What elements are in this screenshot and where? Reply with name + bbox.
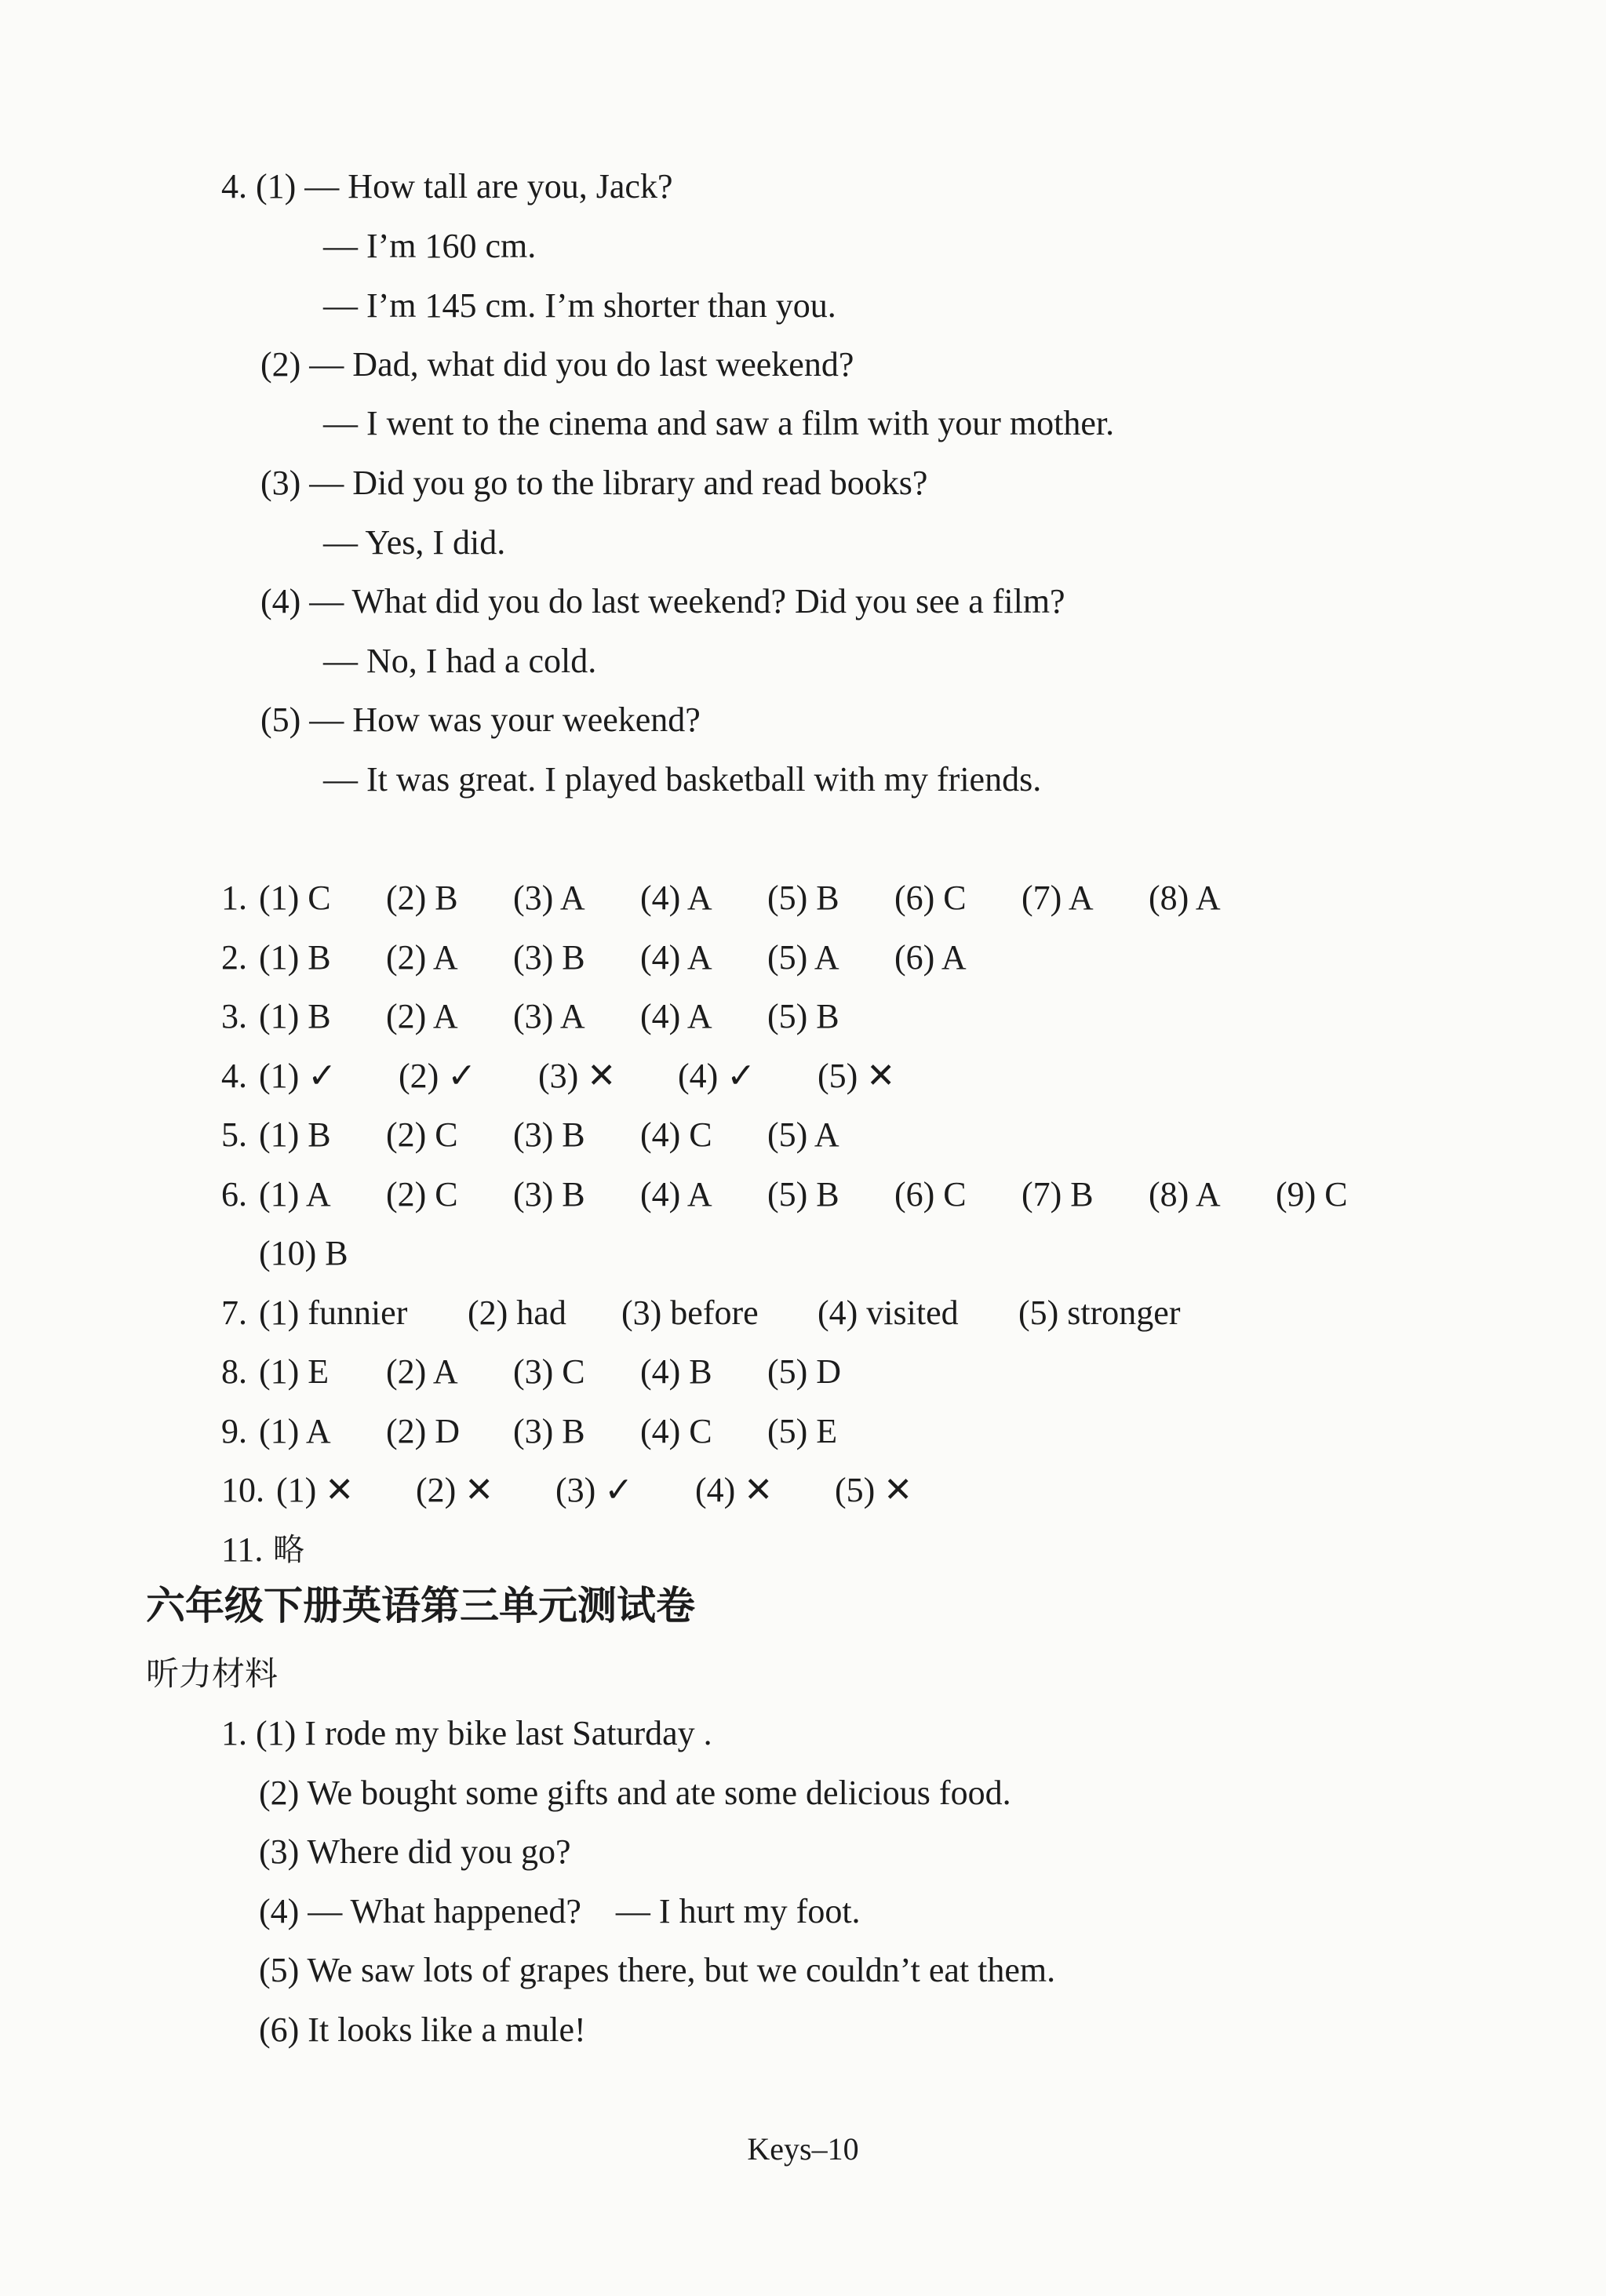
question-number: 7. [221, 1294, 247, 1332]
answer-item: (4) B [640, 1352, 712, 1391]
answer-item: (2) A [386, 1352, 458, 1391]
listening-line: 1. (1) I rode my bike last Saturday . [221, 1714, 712, 1752]
listening-line: (3) — Did you go to the library and read books? [260, 464, 928, 502]
answer-item: (2) C [386, 1115, 458, 1154]
answer-item: (10) B [259, 1234, 348, 1272]
section-title: 六年级下册英语第三单元测试卷 [146, 1583, 695, 1628]
question-number: 4. [221, 1057, 247, 1095]
answer-item: (4) A [640, 1175, 712, 1213]
question-number: 9. [221, 1412, 247, 1450]
listening-line: — No, I had a cold. [323, 642, 597, 680]
answer-item: (2) ✕ [416, 1471, 494, 1509]
question-number: 1. [221, 879, 247, 917]
answer-item: 略 [273, 1532, 304, 1568]
answer-item: (1) E [259, 1352, 330, 1391]
answer-item: (2) ✓ [399, 1057, 477, 1095]
listening-line: — I’m 145 cm. I’m shorter than you. [323, 286, 836, 325]
question-number: 2. [221, 938, 247, 977]
answer-item: (4) A [640, 938, 712, 977]
listening-line: (2) We bought some gifts and ate some delicious food. [259, 1774, 1011, 1812]
answer-item: (4) A [640, 997, 712, 1035]
answer-item: (5) stronger [1018, 1294, 1181, 1332]
answer-item: (3) ✕ [538, 1057, 617, 1095]
listening-line: (2) — Dad, what did you do last weekend? [260, 345, 854, 384]
answer-item: (5) A [767, 938, 839, 977]
answer-item: (1) A [259, 1175, 331, 1213]
section-subtitle: 听力材料 [146, 1654, 279, 1693]
answer-row [221, 1054, 1398, 1098]
answer-item: (8) A [1149, 1175, 1221, 1213]
listening-line: (6) It looks like a mule! [259, 2010, 586, 2049]
question-number: 11. [221, 1530, 264, 1569]
listening-line: (4) — What did you do last weekend? Did you see a film? [260, 582, 1065, 620]
answer-item: (1) B [259, 1115, 331, 1154]
answer-item: (3) A [513, 879, 585, 917]
answer-item: (2) A [386, 938, 458, 977]
answer-item: (5) ✕ [835, 1471, 913, 1509]
answer-item: (3) A [513, 997, 585, 1035]
listening-line: — Yes, I did. [323, 523, 506, 562]
answer-item: (9) C [1276, 1175, 1348, 1213]
answer-row [221, 1173, 1398, 1217]
answer-row [221, 876, 1398, 920]
answer-item: (5) A [767, 1115, 839, 1154]
answer-item: (3) ✓ [555, 1471, 634, 1509]
answer-item: (3) B [513, 938, 585, 977]
answer-item: (5) B [767, 997, 839, 1035]
answer-row [221, 1113, 1398, 1157]
answer-row [221, 1528, 1398, 1572]
answer-item: (3) C [513, 1352, 585, 1391]
answer-item: (5) B [767, 879, 839, 917]
answer-item: (3) B [513, 1115, 585, 1154]
answer-item: (4) ✕ [695, 1471, 774, 1509]
listening-line: (4) — What happened? — I hurt my foot. [259, 1892, 861, 1930]
answer-item: (7) B [1022, 1175, 1094, 1213]
answer-item: (5) E [767, 1412, 838, 1450]
listening-line: — It was great. I played basketball with my friends. [323, 760, 1042, 799]
answer-item: (2) B [386, 879, 458, 917]
question-number: 10. [221, 1471, 264, 1509]
question-number: 5. [221, 1115, 247, 1154]
answer-row [221, 936, 1398, 980]
listening-line: (3) Where did you go? [259, 1832, 571, 1871]
answer-item: (5) ✕ [818, 1057, 896, 1095]
answer-item: (4) C [640, 1115, 712, 1154]
answer-item: (1) funnier [259, 1294, 408, 1332]
answer-item: (6) C [894, 879, 967, 917]
answer-item: (3) B [513, 1412, 585, 1450]
answer-item: (4) ✓ [678, 1057, 756, 1095]
listening-line: (5) — How was your weekend? [260, 700, 701, 739]
answer-item: (5) D [767, 1352, 842, 1391]
question-number: 8. [221, 1352, 247, 1391]
answer-item: (3) B [513, 1175, 585, 1213]
listening-line: 4. (1) — How tall are you, Jack? [221, 167, 673, 206]
question-number: 3. [221, 997, 247, 1035]
listening-line: — I went to the cinema and saw a film with your mother. [323, 404, 1115, 442]
answer-item: (1) ✓ [259, 1057, 337, 1095]
answer-item: (2) A [386, 997, 458, 1035]
listening-line: — I’m 160 cm. [323, 227, 537, 265]
answer-item: (1) B [259, 938, 331, 977]
answer-row [221, 995, 1398, 1039]
answer-item: (2) C [386, 1175, 458, 1213]
listening-line: (5) We saw lots of grapes there, but we couldn’t eat them. [259, 1951, 1056, 1989]
answer-item: (3) before [621, 1294, 759, 1332]
answer-item: (4) A [640, 879, 712, 917]
answer-row [221, 1291, 1398, 1335]
answer-item: (1) C [259, 879, 331, 917]
answer-row [221, 1232, 1398, 1275]
answer-item: (7) A [1022, 879, 1094, 917]
answer-row [221, 1468, 1398, 1512]
answer-item: (1) B [259, 997, 331, 1035]
answer-row [221, 1350, 1398, 1394]
page-footer: Keys–10 [747, 2131, 859, 2167]
answer-item: (1) ✕ [276, 1471, 355, 1509]
answer-item: (8) A [1149, 879, 1221, 917]
answer-item: (5) B [767, 1175, 839, 1213]
answer-item: (2) had [468, 1294, 566, 1332]
answer-item: (4) C [640, 1412, 712, 1450]
answer-item: (1) A [259, 1412, 331, 1450]
answer-item: (4) visited [818, 1294, 959, 1332]
answer-item: (6) C [894, 1175, 967, 1213]
answer-item: (2) D [386, 1412, 461, 1450]
answer-item: (6) A [894, 938, 967, 977]
answer-row [221, 1410, 1398, 1454]
question-number: 6. [221, 1175, 247, 1213]
